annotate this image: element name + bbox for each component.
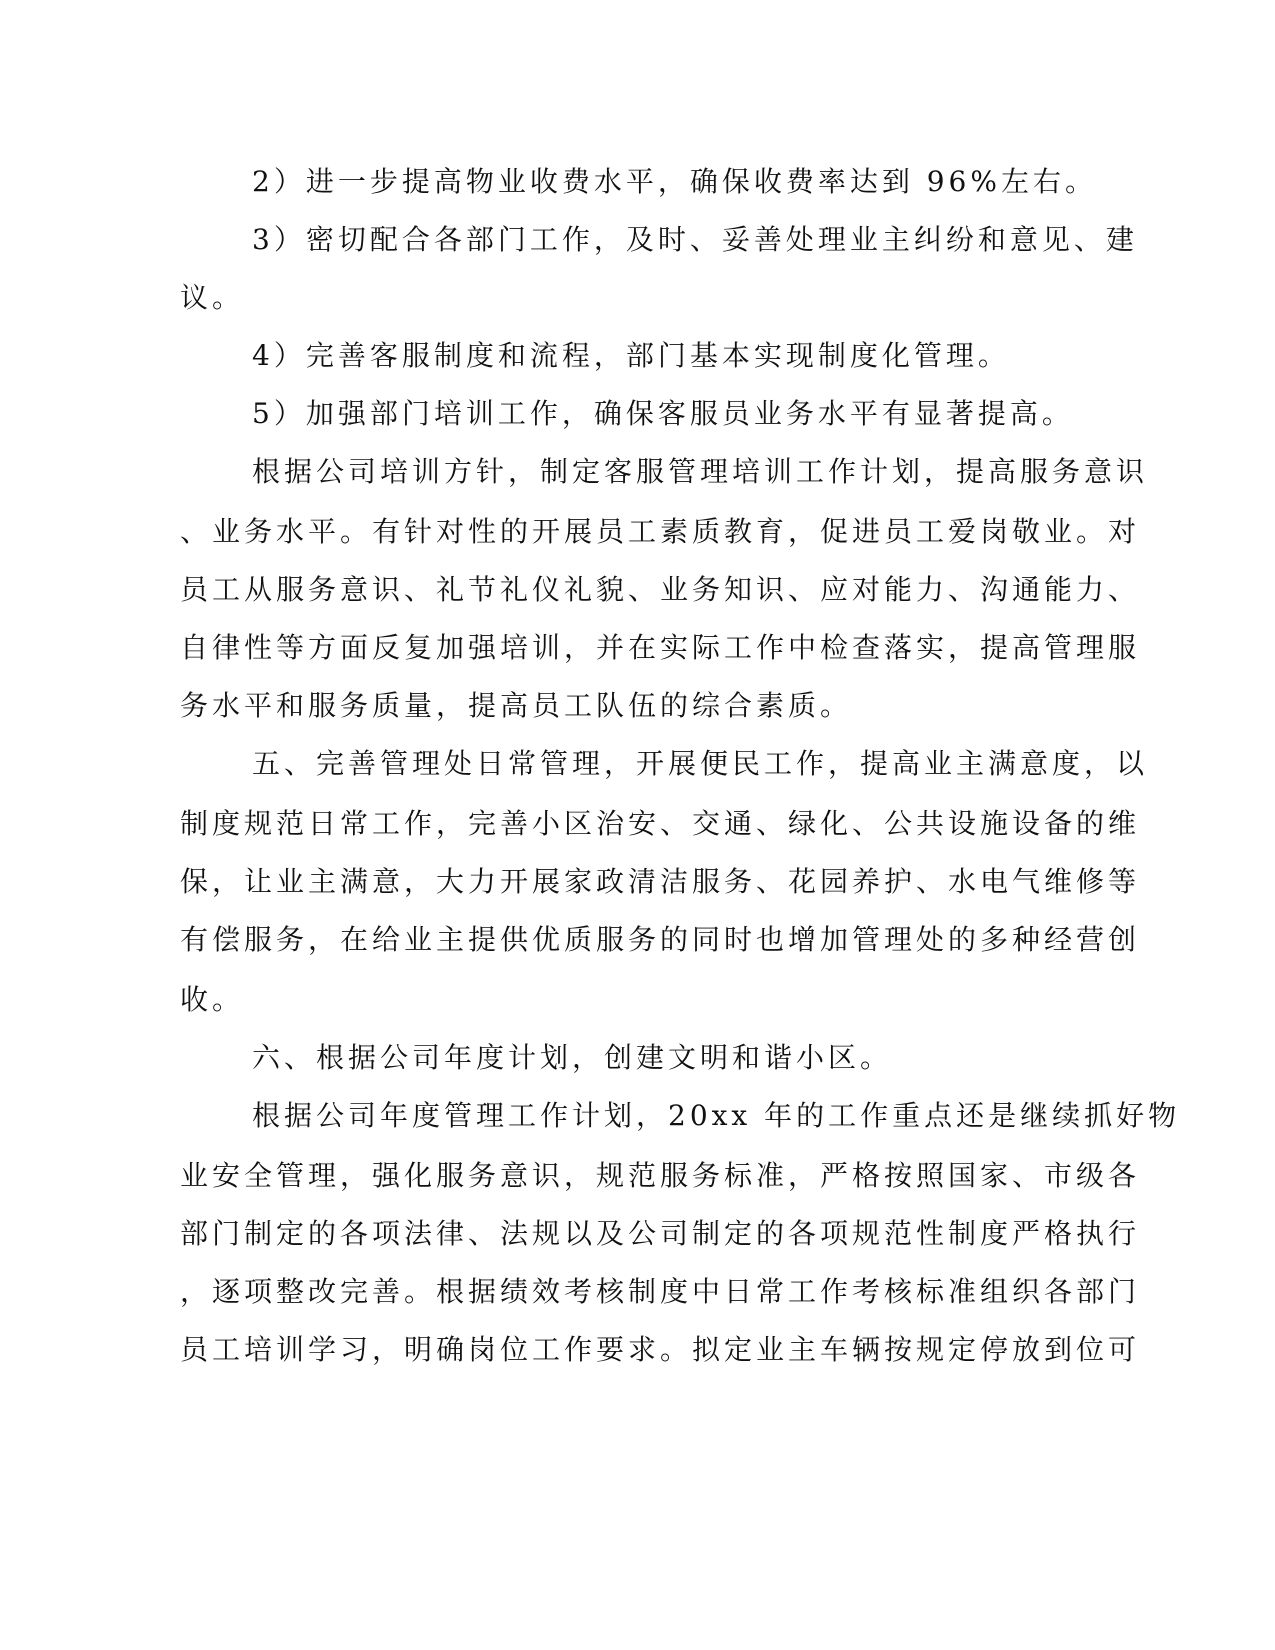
text-line: 部门制定的各项法律、法规以及公司制定的各项规范性制度严格执行 — [180, 1217, 1141, 1250]
text-line: 员工培训学习，明确岗位工作要求。拟定业主车辆按规定停放到位可 — [180, 1333, 1141, 1366]
text-line: 收。 — [180, 983, 245, 1016]
text-line: 根据公司培训方针，制定客服管理培训工作计划，提高服务意识 — [252, 455, 1149, 488]
text-line: 根据公司年度管理工作计划，20xx 年的工作重点还是继续抓好物 — [252, 1099, 1181, 1132]
text-line: 有偿服务，在给业主提供优质服务的同时也增加管理处的多种经营创 — [180, 923, 1141, 956]
text-line: 4）完善客服制度和流程，部门基本实现制度化管理。 — [252, 339, 1010, 372]
text-line: 5）加强部门培训工作，确保客服员业务水平有显著提高。 — [252, 397, 1074, 430]
text-line: 六、根据公司年度计划，创建文明和谐小区。 — [252, 1041, 893, 1074]
text-line: 员工从服务意识、礼节礼仪礼貌、业务知识、应对能力、沟通能力、 — [180, 573, 1141, 606]
text-line: 制度规范日常工作，完善小区治安、交通、绿化、公共设施设备的维 — [180, 807, 1141, 840]
text-line: 五、完善管理处日常管理，开展便民工作，提高业主满意度，以 — [252, 747, 1149, 780]
text-line: 保，让业主满意，大力开展家政清洁服务、花园养护、水电气维修等 — [180, 865, 1141, 898]
text-line: ，逐项整改完善。根据绩效考核制度中日常工作考核标准组织各部门 — [180, 1275, 1141, 1308]
text-line: 2）进一步提高物业收费水平，确保收费率达到 96%左右。 — [252, 165, 1097, 198]
text-line: 、业务水平。有针对性的开展员工素质教育，促进员工爱岗敬业。对 — [180, 515, 1141, 548]
text-line: 3）密切配合各部门工作，及时、妥善处理业主纠纷和意见、建 — [252, 223, 1138, 256]
text-line: 自律性等方面反复加强培训，并在实际工作中检查落实，提高管理服 — [180, 631, 1141, 664]
text-line: 议。 — [180, 281, 245, 314]
text-line: 业安全管理，强化服务意识，规范服务标准，严格按照国家、市级各 — [180, 1159, 1141, 1192]
text-line: 务水平和服务质量，提高员工队伍的综合素质。 — [180, 689, 853, 722]
